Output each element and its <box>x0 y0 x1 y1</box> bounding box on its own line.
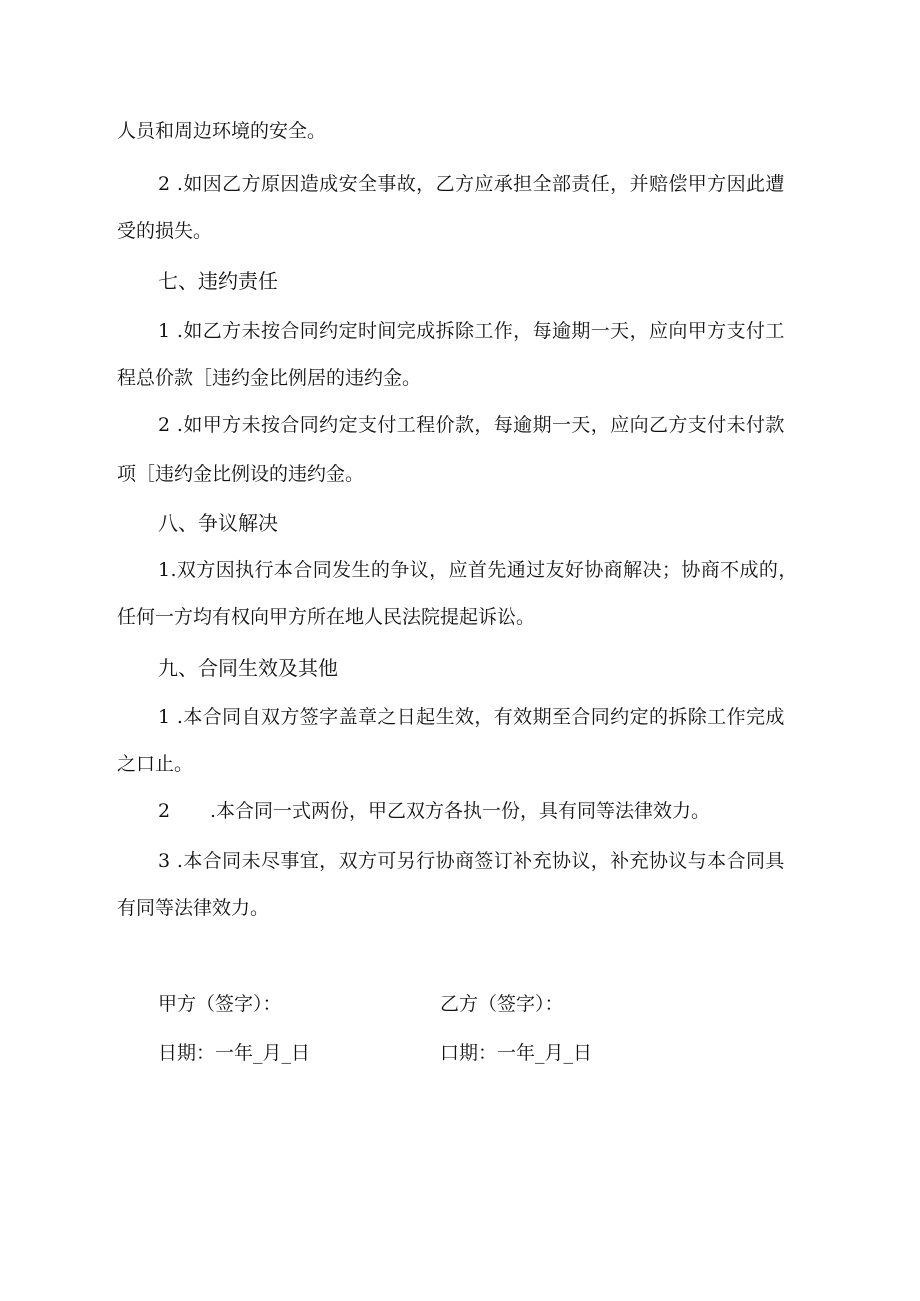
section9-item2-text: .本合同一式两份，甲乙双方各执一份，具有同等法律效力。 <box>210 800 711 822</box>
section7-item2-line2: 项［违约金比例设的违约金。 <box>117 463 365 485</box>
section9-item3-line2: 有同等法律效力。 <box>117 897 270 919</box>
section9-item1-line1: 1 .本合同自双方签字盖章之日起生效，有效期至合同约定的拆除工作完成 <box>158 706 785 728</box>
section7-item2-line1: 2 .如甲方未按合同约定支付工程价款，每逾期一天，应向乙方支付未付款 <box>158 414 785 436</box>
section8-item1-line2: 任何一方均有权向甲方所在地人民法院提起诉讼。 <box>117 606 536 628</box>
section6-item2-line1: 2 .如因乙方原因造成安全事故，乙方应承担全部责任，并赔偿甲方因此遭 <box>158 173 785 195</box>
section9-heading: 九、合同生效及其他 <box>158 656 338 680</box>
party-b-signature-label: 乙方（签字）： <box>440 993 564 1015</box>
section9-item2-number: 2 <box>158 800 171 822</box>
section7-item1-line1: 1 .如乙方未按合同约定时间完成拆除工作，每逾期一天，应向甲方支付工 <box>158 320 785 342</box>
section6-item2-line2: 受的损失。 <box>117 220 213 242</box>
section7-heading: 七、违约责任 <box>158 269 278 293</box>
party-b-date: 口期：一年_月_日 <box>440 1042 593 1064</box>
section8-item1-line1: 1.双方因执行本合同发生的争议，应首先通过友好协商解决；协商不成的， <box>158 559 798 581</box>
party-a-date: 日期：一年_月_日 <box>158 1042 311 1064</box>
section9-item3-line1: 3 .本合同未尽事宜，双方可另行协商签订补充协议，补充协议与本合同具 <box>158 850 785 872</box>
section7-item1-line2: 程总价款［违约金比例居的违约金。 <box>117 367 422 389</box>
section9-item1-line2: 之口止。 <box>117 753 194 775</box>
section6-continuation: 人员和周边环境的安全。 <box>117 120 327 142</box>
section8-heading: 八、争议解决 <box>158 511 278 535</box>
party-a-signature-label: 甲方（签字）： <box>158 993 282 1015</box>
